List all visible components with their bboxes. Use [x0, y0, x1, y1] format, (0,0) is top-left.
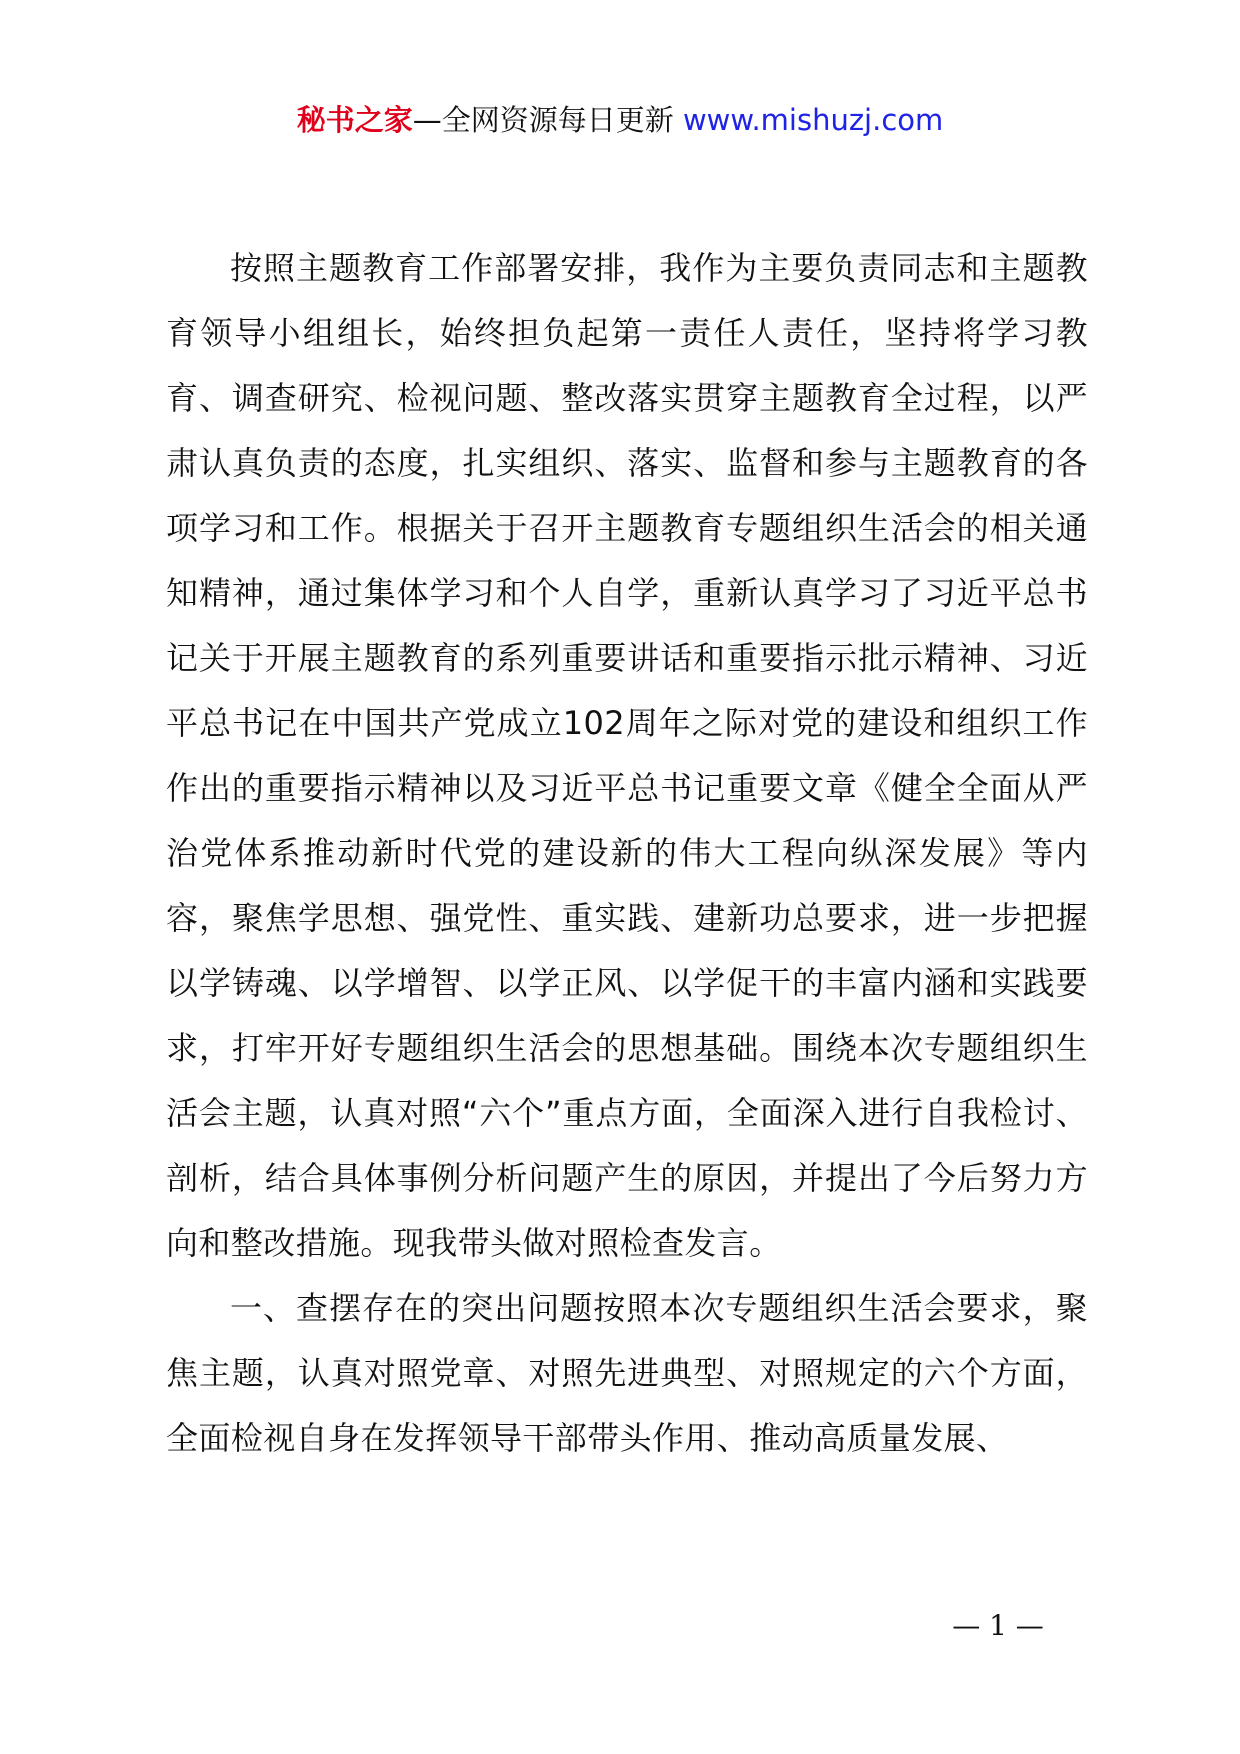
page-number: — 1 —: [952, 1609, 1044, 1642]
site-header: [0, 100, 1240, 140]
paragraph-section-one: 一、查摆存在的突出问题按照本次专题组织生活会要求，聚焦主题，认真对照党章、对照先进典型、对照规定的六个方面，全面检视自身在发挥领导干部带头作用、推动高质量发展、: [166, 1289, 1088, 1457]
document-body: [166, 236, 1088, 1471]
paragraph-intro: 按照主题教育工作部署安排，我作为主要负责同志和主题教育领导小组组长，始终担负起第一责任人责任，坚持将学习教育、调查研究、检视问题、整改落实贯穿主题教育全过程，以严肃认真负责的态度，扎实组织、落实、监督和参与主题教育的各项学习和工作。根据关于召开主题教育专题组织生活会的相关通知精神，通过集体学习和个人自学，重新认真学习了习近平总书记关于开展主题教育的系列重要讲话和重要指示批示精神、习近平总书记在中国共产党成立102周年之际对党的建设和组织工作作出的重要指示精神以及习近平总书记重要文章《健全全面从严治党体系推动新时代党的建设新的伟大工程向纵深发展》等内容，聚焦学思想、强党性、重实践、建新功总要求，进一步把握以学铸魂、以学增智、以学正风、以学促干的丰富内涵和实践要求，打牢开好专题组织生活会的思想基础。围绕本次专题组织生活会主题，认真对照“六个”重点方面，全面深入进行自我检讨、剖析，结合具体事例分析问题产生的原因，并提出了今后努力方向和整改措施。现我带头做对照检查发言。: [166, 249, 1088, 1262]
site-slogan: —全网资源每日更新: [412, 103, 683, 137]
site-brand: 秘书之家: [296, 103, 413, 137]
site-url-link[interactable]: www.mishuzj.com: [682, 103, 944, 137]
